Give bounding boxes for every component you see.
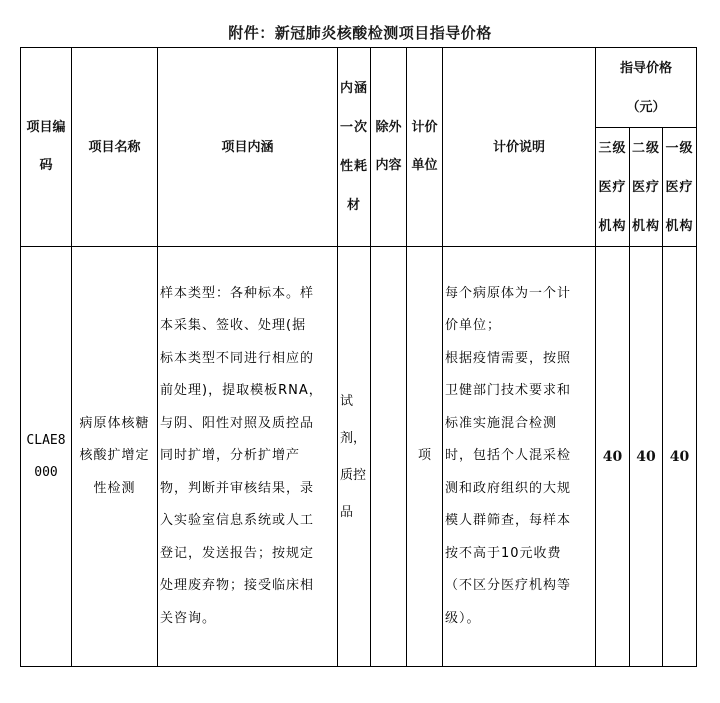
header-unit-line1: 计价: [411, 120, 438, 135]
cell-price-level2: 40: [630, 247, 663, 667]
header-guide-price-unit: （元）: [626, 99, 666, 115]
header-level1: [663, 128, 697, 247]
header-unit-line2: 单位: [411, 158, 438, 173]
cell-content-line: 登记，发送报告；按规定: [160, 545, 315, 561]
header-content: 项目内涵: [158, 48, 338, 247]
header-consumables-line2: 一次: [339, 120, 368, 135]
header-level3-line2: 医疗: [598, 179, 627, 195]
cell-consumables-line: 质控: [340, 467, 367, 483]
cell-explanation-line: 每个病原体为一个计: [445, 285, 572, 301]
cell-consumables: [338, 247, 371, 667]
header-unit: [407, 48, 443, 247]
header-excluded: [371, 48, 407, 247]
cell-content-line: 处理废弃物；接受临床相: [160, 578, 315, 594]
cell-content-line: 入实验室信息系统或人工: [160, 513, 315, 529]
header-level1-line3: 机构: [665, 218, 694, 234]
cell-code: [21, 247, 72, 667]
cell-content: [158, 247, 338, 667]
cell-content-line: 物，判断并审核结果，录: [160, 480, 315, 496]
cell-price-level3: 40: [596, 247, 630, 667]
cell-consumables-line: 试: [340, 393, 354, 409]
header-excluded-line2: 内容: [375, 158, 402, 173]
header-level3: [596, 128, 630, 247]
cell-name: [72, 247, 158, 667]
cell-content-line: 前处理)，提取模板RNA，: [160, 383, 323, 399]
cell-explanation-line: 标准实施混合检测: [445, 415, 558, 431]
cell-consumables-line: 剂，: [340, 430, 367, 446]
cell-explanation-line: 测和政府组织的大规: [445, 480, 572, 496]
header-consumables-line3: 性耗: [339, 159, 368, 174]
header-level2: [630, 128, 663, 247]
cell-explanation-line: 级）。: [445, 610, 481, 626]
header-name: 项目名称: [72, 48, 158, 247]
header-level1-line2: 医疗: [665, 179, 694, 195]
document-title: 附件：新冠肺炎核酸检测项目指导价格: [228, 24, 492, 42]
header-consumables-line4: 材: [346, 198, 361, 213]
header-level2-line2: 医疗: [631, 179, 660, 195]
header-code-line2: 码: [39, 158, 53, 173]
cell-code-line2: 000: [34, 464, 58, 480]
cell-content-line: 样本类型：各种标本。样: [160, 285, 315, 301]
cell-content-line: 与阴、阳性对照及质控品: [160, 415, 315, 431]
cell-explanation-line: 价单位；: [445, 318, 502, 334]
header-consumables-line1: 内涵: [339, 81, 368, 96]
cell-price-level1: 40: [663, 247, 697, 667]
cell-explanation-line: （不区分医疗机构等: [445, 578, 572, 594]
header-guide-price: [596, 48, 697, 128]
cell-code-line1: CLAE8: [26, 432, 66, 448]
cell-name-line1: 病原体核糖: [79, 415, 150, 431]
cell-name-line3: 性检测: [93, 480, 136, 496]
cell-unit: 项: [407, 247, 443, 667]
header-code: [21, 48, 72, 247]
cell-content-line: 本采集、签收、处理(据: [160, 318, 307, 334]
header-level3-line1: 三级: [598, 140, 627, 156]
cell-excluded: [371, 247, 407, 667]
header-consumables: [338, 48, 371, 247]
header-code-line1: 项目编: [26, 120, 66, 135]
header-excluded-line1: 除外: [375, 120, 402, 135]
price-table: [20, 47, 697, 667]
cell-explanation-line: 根据疫情需要，按照: [445, 350, 572, 366]
cell-explanation-line: 时，包括个人混采检: [445, 448, 572, 464]
header-level2-line1: 二级: [631, 140, 660, 156]
cell-content-line: 同时扩增，分析扩增产: [160, 448, 301, 464]
header-guide-price-line1: 指导价格: [619, 60, 672, 76]
header-level1-line1: 一级: [665, 140, 694, 156]
cell-explanation-line: 模人群筛查，每样本: [445, 513, 572, 529]
table-row: [21, 247, 697, 667]
header-explanation: 计价说明: [443, 48, 596, 247]
cell-content-line: 标本类型不同进行相应的: [160, 350, 315, 366]
cell-explanation: [443, 247, 596, 667]
header-level3-line3: 机构: [598, 218, 627, 234]
header-level2-line3: 机构: [631, 218, 660, 234]
cell-name-line2: 核酸扩增定: [79, 448, 150, 464]
cell-explanation-line: 按不高于10元收费: [445, 545, 562, 561]
cell-explanation-line: 卫健部门技术要求和: [445, 383, 572, 399]
cell-consumables-line: 品: [340, 504, 354, 520]
cell-content-line: 关咨询。: [160, 610, 217, 626]
